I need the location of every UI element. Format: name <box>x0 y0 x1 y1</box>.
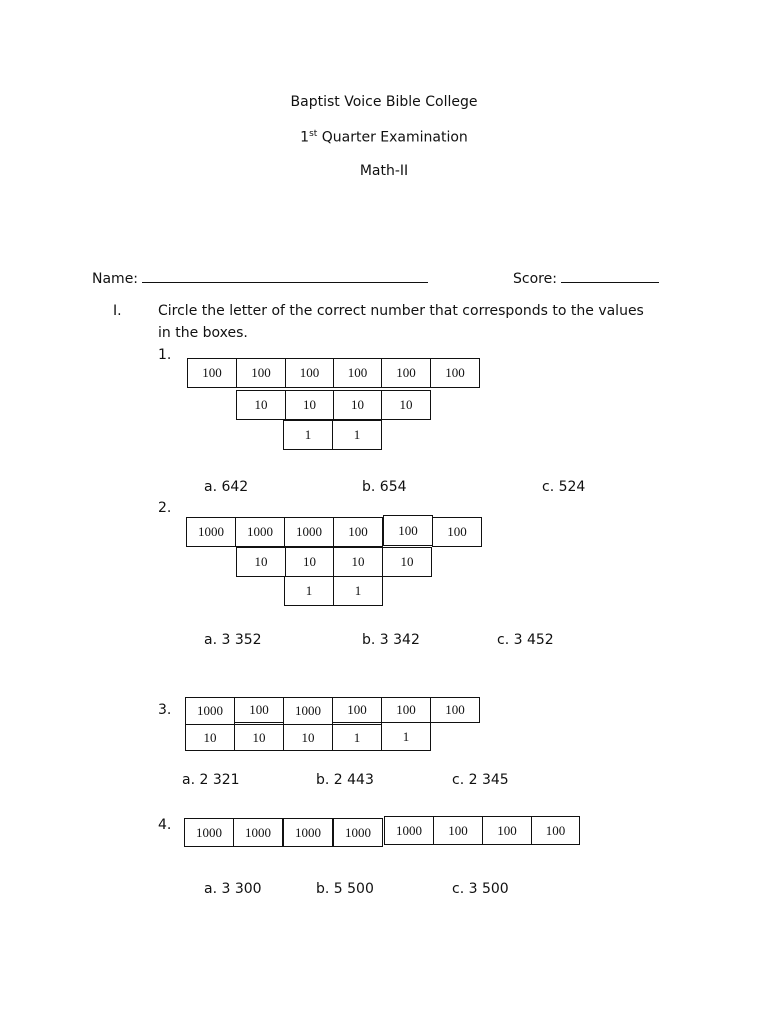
exam-title <box>0 129 768 146</box>
q4-box: 1000 <box>233 818 283 847</box>
q4-option-c[interactable]: c. 3 500 <box>452 881 509 897</box>
q1-box: 10 <box>236 390 286 420</box>
q1-box: 10 <box>285 390 334 420</box>
q3-box: 1000 <box>185 697 235 725</box>
q4-option-a[interactable]: a. 3 300 <box>204 881 262 897</box>
q1-box: 100 <box>236 358 286 388</box>
q2-option-a[interactable]: a. 3 352 <box>204 632 262 648</box>
question-3-number: 3. <box>158 702 172 718</box>
q4-box: 1000 <box>283 818 333 847</box>
q4-box: 1000 <box>184 818 234 847</box>
q3-option-c[interactable]: c. 2 345 <box>452 772 509 788</box>
q3-box: 1 <box>381 722 431 751</box>
q2-box: 1000 <box>284 517 334 547</box>
q4-option-b[interactable]: b. 5 500 <box>316 881 374 897</box>
q3-box: 100 <box>332 697 382 723</box>
q1-box: 1 <box>332 420 382 450</box>
q1-option-b[interactable]: b. 654 <box>362 479 407 495</box>
question-1-number: 1. <box>158 347 172 363</box>
q3-box: 10 <box>283 724 333 751</box>
q3-box: 10 <box>234 724 284 751</box>
q3-option-a[interactable]: a. 2 321 <box>182 772 240 788</box>
q2-option-b[interactable]: b. 3 342 <box>362 632 420 648</box>
q3-option-b[interactable]: b. 2 443 <box>316 772 374 788</box>
q2-box: 10 <box>382 547 432 577</box>
exam-ordinal: 1 <box>300 129 310 146</box>
subject-title: Math-II <box>359 163 409 179</box>
q4-box: 100 <box>433 816 483 845</box>
instruction-line-1: Circle the letter of the correct number that corresponds to the values <box>158 303 644 319</box>
score-field <box>513 268 659 287</box>
name-field <box>92 268 428 287</box>
q2-option-c[interactable]: c. 3 452 <box>497 632 554 648</box>
score-blank-line[interactable] <box>561 268 659 283</box>
q1-box: 10 <box>381 390 431 420</box>
q3-box: 10 <box>185 724 235 751</box>
q2-box: 10 <box>285 547 334 577</box>
question-4-number: 4. <box>158 817 172 833</box>
q1-option-a[interactable]: a. 642 <box>204 479 249 495</box>
q1-box: 10 <box>333 390 382 420</box>
exam-title-rest: Quarter Examination <box>317 129 468 146</box>
question-2-number: 2. <box>158 500 172 516</box>
q1-box: 1 <box>283 420 333 450</box>
q1-box: 100 <box>285 358 334 388</box>
q2-box: 1 <box>284 576 334 606</box>
school-name: Baptist Voice Bible College <box>290 94 478 110</box>
instruction-line-2: in the boxes. <box>158 325 248 341</box>
q2-box: 10 <box>236 547 286 577</box>
q3-box: 100 <box>381 697 431 723</box>
exam-ordinal-suffix: st <box>309 129 318 139</box>
q3-box: 100 <box>430 697 480 723</box>
score-label: Score: <box>513 271 557 287</box>
q2-box: 1000 <box>186 517 236 547</box>
q2-box: 100 <box>333 517 383 547</box>
q2-box: 1 <box>333 576 383 606</box>
q3-box: 1 <box>332 724 382 751</box>
q2-box: 10 <box>333 547 383 577</box>
name-label: Name: <box>92 271 139 287</box>
q2-box: 1000 <box>235 517 285 547</box>
q3-box: 100 <box>234 697 284 723</box>
q4-box: 100 <box>531 816 580 845</box>
q1-box: 100 <box>430 358 480 388</box>
q4-box: 1000 <box>384 816 434 845</box>
q4-box: 100 <box>482 816 532 845</box>
section-numeral: I. <box>113 303 122 319</box>
name-blank-line[interactable] <box>142 268 428 283</box>
q1-box: 100 <box>187 358 237 388</box>
q2-box: 100 <box>383 515 433 546</box>
q4-box: 1000 <box>333 818 383 847</box>
q1-option-c[interactable]: c. 524 <box>542 479 586 495</box>
q1-box: 100 <box>333 358 382 388</box>
q1-box: 100 <box>381 358 431 388</box>
q3-box: 1000 <box>283 697 333 725</box>
q2-box: 100 <box>432 517 482 547</box>
